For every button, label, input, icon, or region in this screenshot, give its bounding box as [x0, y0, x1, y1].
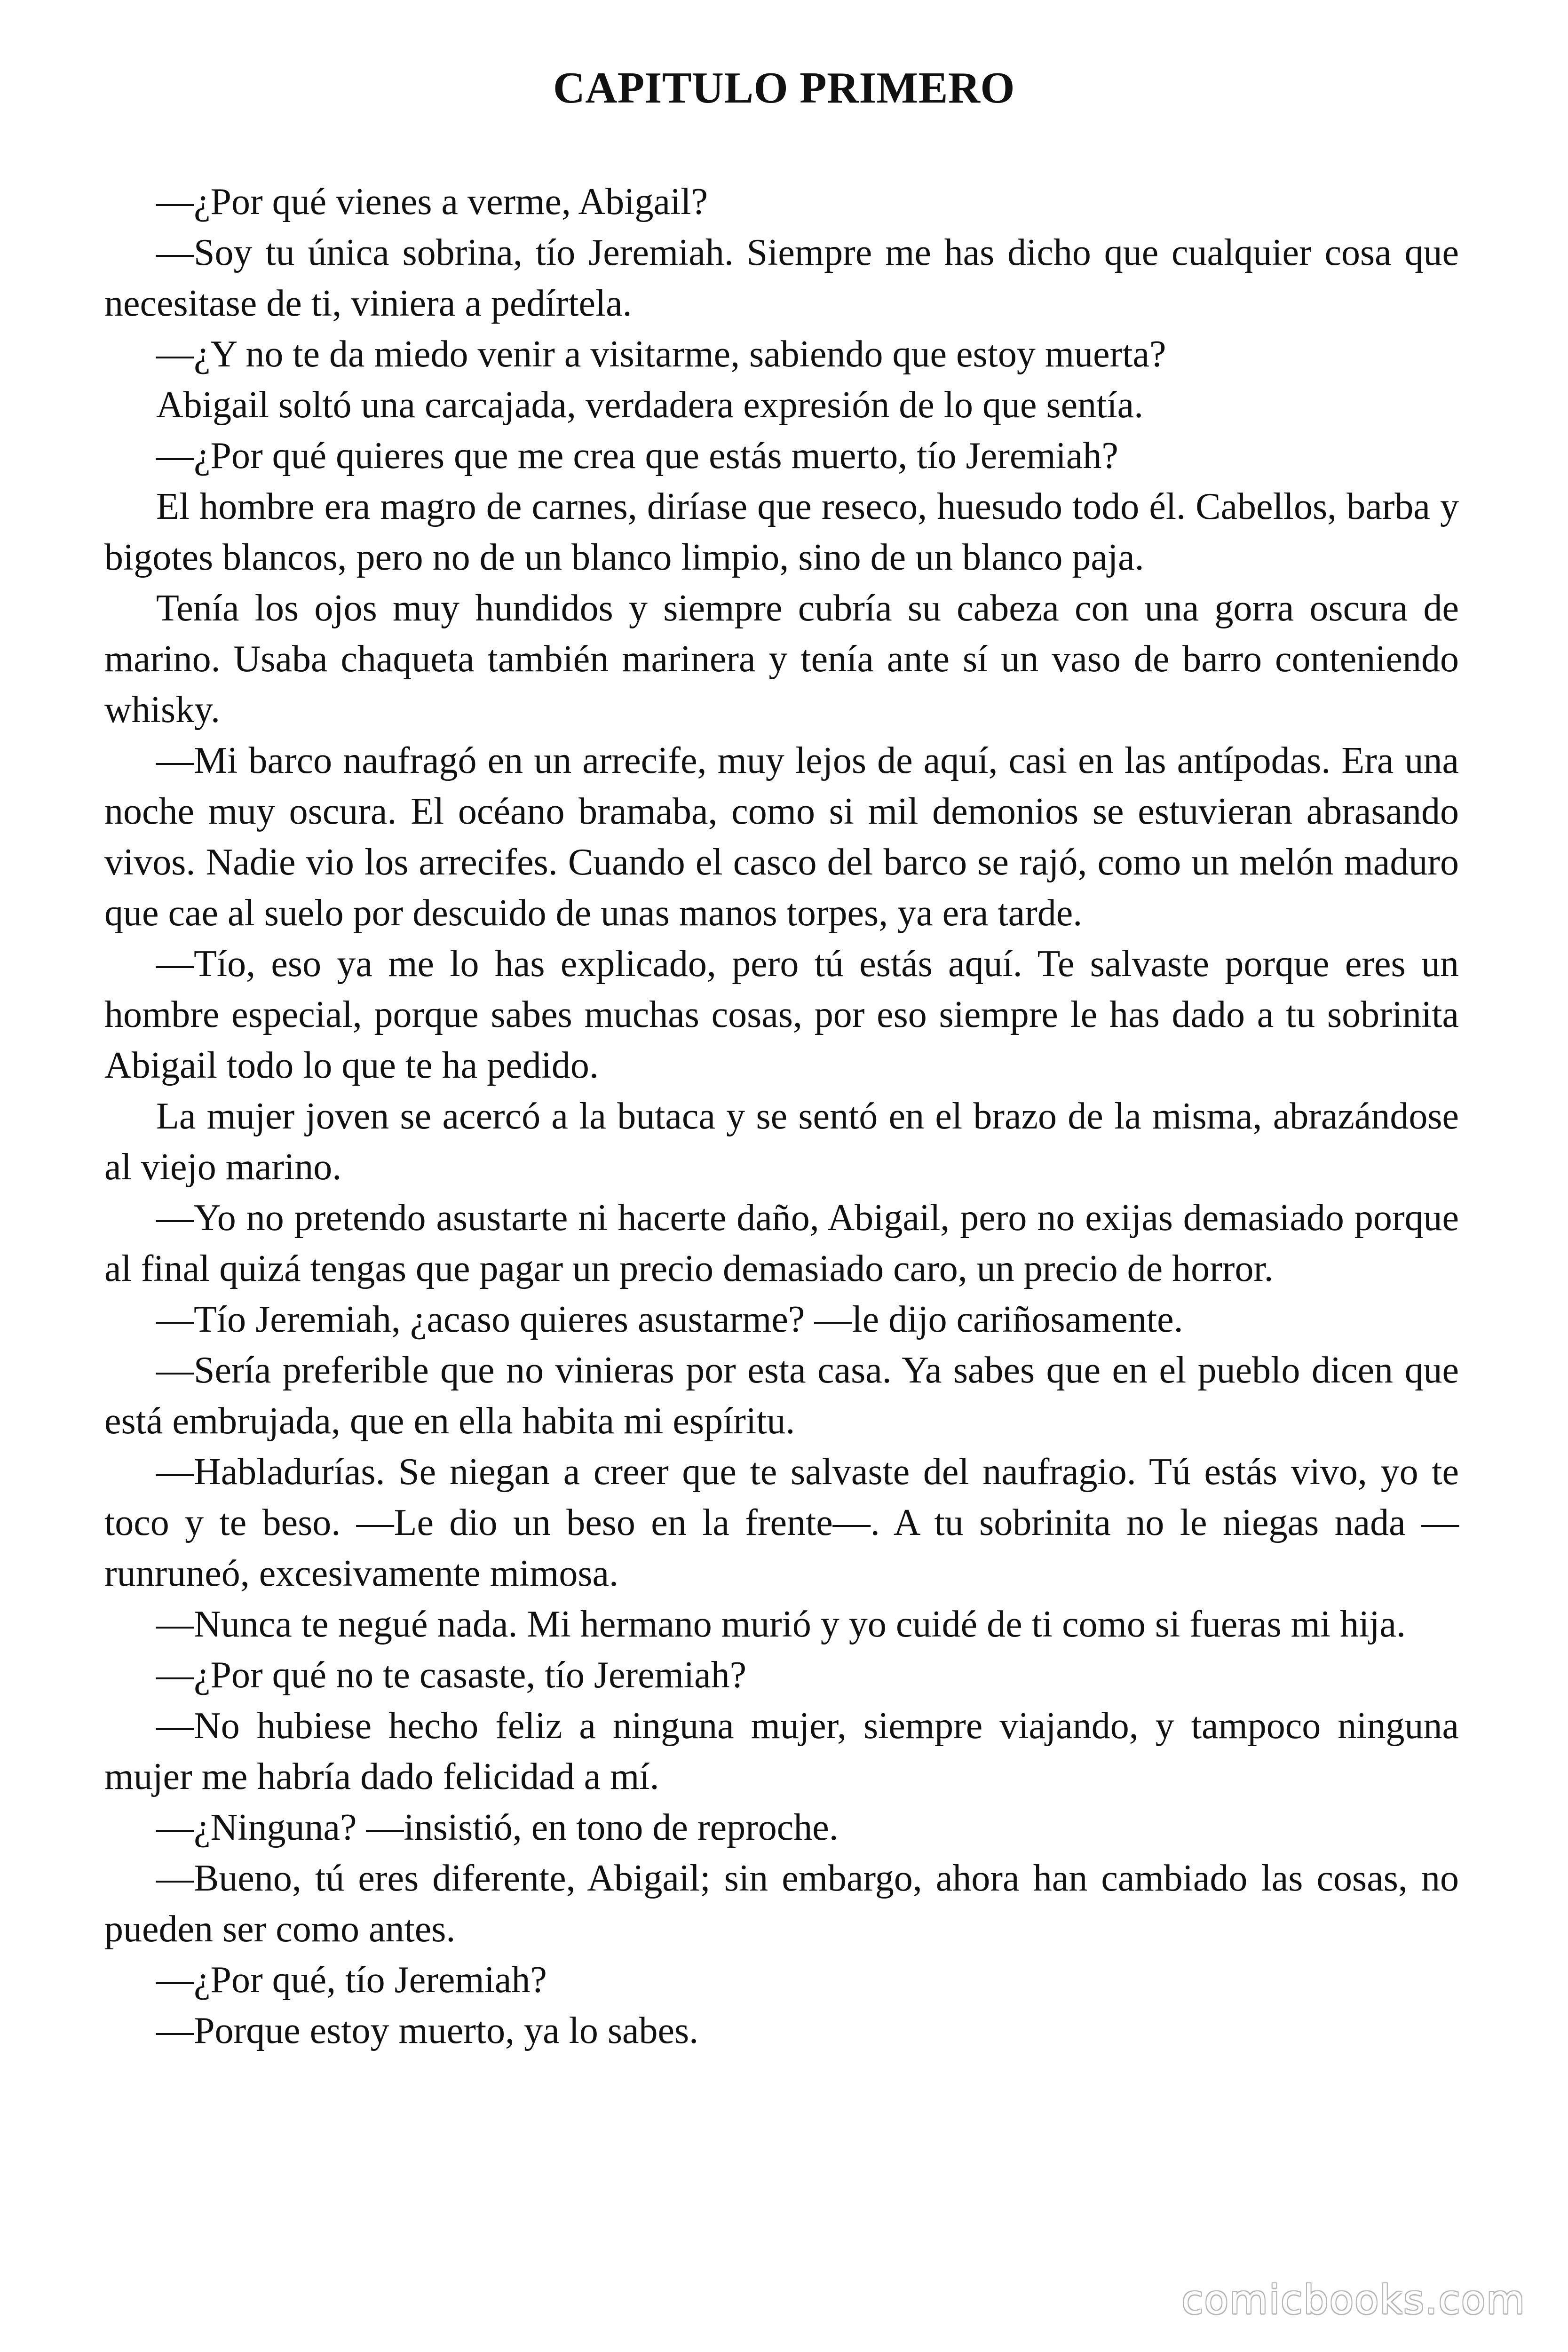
- paragraph: —Habladurías. Se niegan a creer que te salvaste del naufragio. Tú estás vivo, yo te toco y te beso. —Le dio un beso en la frente—. A tu sobrinita no le niegas nada —runruneó, excesivamente mimosa.: [104, 1451, 1459, 1594]
- chapter-title: CAPITULO PRIMERO: [553, 64, 1015, 112]
- paragraph: —Sería preferible que no vinieras por esta casa. Ya sabes que en el pueblo dicen que está embrujada, que en ella habita mi espíritu.: [104, 1350, 1459, 1442]
- paragraph: —¿Por qué, tío Jeremiah?: [156, 1959, 547, 2001]
- paragraph: —Tío Jeremiah, ¿acaso quieres asustarme? —le dijo cariñosamente.: [156, 1299, 1183, 1340]
- paragraph: —Mi barco naufragó en un arrecife, muy lejos de aquí, casi en las antípodas. Era una noche muy oscura. El océano bramaba, como si mil demonios se estuvieran abrasando vivos. Nadie vio los arrecifes. Cuando el casco del barco se rajó, como un melón maduro que cae al suelo por descuido de unas manos torpes, ya era tarde.: [104, 740, 1459, 934]
- paragraph: —¿Por qué vienes a verme, Abigail?: [156, 181, 708, 222]
- paragraph: —¿Por qué quieres que me crea que estás muerto, tío Jeremiah?: [156, 435, 1118, 477]
- paragraph: —¿Y no te da miedo venir a visitarme, sabiendo que estoy muerta?: [156, 334, 1166, 375]
- paragraph: Abigail soltó una carcajada, verdadera expresión de lo que sentía.: [156, 384, 1144, 426]
- paragraph: —Nunca te negué nada. Mi hermano murió y yo cuidé de ti como si fueras mi hija.: [156, 1604, 1406, 1645]
- paragraph: Tenía los ojos muy hundidos y siempre cubría su cabeza con una gorra oscura de marino. Usaba chaqueta también marinera y tenía ante sí un vaso de barro conteniendo whisky.: [104, 588, 1459, 731]
- paragraph: —Yo no pretendo asustarte ni hacerte daño, Abigail, pero no exijas demasiado porque al final quizá tengas que pagar un precio demasiado caro, un precio de horror.: [104, 1197, 1459, 1289]
- chapter-body: [104, 176, 1459, 2056]
- paragraph: La mujer joven se acercó a la butaca y se sentó en el brazo de la misma, abrazándose al viejo marino.: [104, 1096, 1459, 1188]
- paragraph: —Bueno, tú eres diferente, Abigail; sin embargo, ahora han cambiado las cosas, no pueden ser como antes.: [104, 1858, 1459, 1950]
- paragraph: El hombre era magro de carnes, diríase que reseco, huesudo todo él. Cabellos, barba y bigotes blancos, pero no de un blanco limpio, sino de un blanco paja.: [104, 486, 1459, 578]
- paragraph: —¿Ninguna? —insistió, en tono de reproche.: [156, 1807, 839, 1848]
- paragraph: —¿Por qué no te casaste, tío Jeremiah?: [156, 1654, 747, 1696]
- paragraph: —No hubiese hecho feliz a ninguna mujer, siempre viajando, y tampoco ninguna mujer me habría dado felicidad a mí.: [104, 1705, 1459, 1797]
- watermark: comicbooks.com: [1181, 2277, 1526, 2323]
- paragraph: —Porque estoy muerto, ya lo sabes.: [156, 2010, 699, 2051]
- paragraph: —Tío, eso ya me lo has explicado, pero tú estás aquí. Te salvaste porque eres un hombre especial, porque sabes muchas cosas, por eso siempre le has dado a tu sobrinita Abigail todo lo que te ha pedido.: [104, 943, 1459, 1086]
- paragraph: —Soy tu única sobrina, tío Jeremiah. Siempre me has dicho que cualquier cosa que necesitase de ti, viniera a pedírtela.: [104, 232, 1459, 324]
